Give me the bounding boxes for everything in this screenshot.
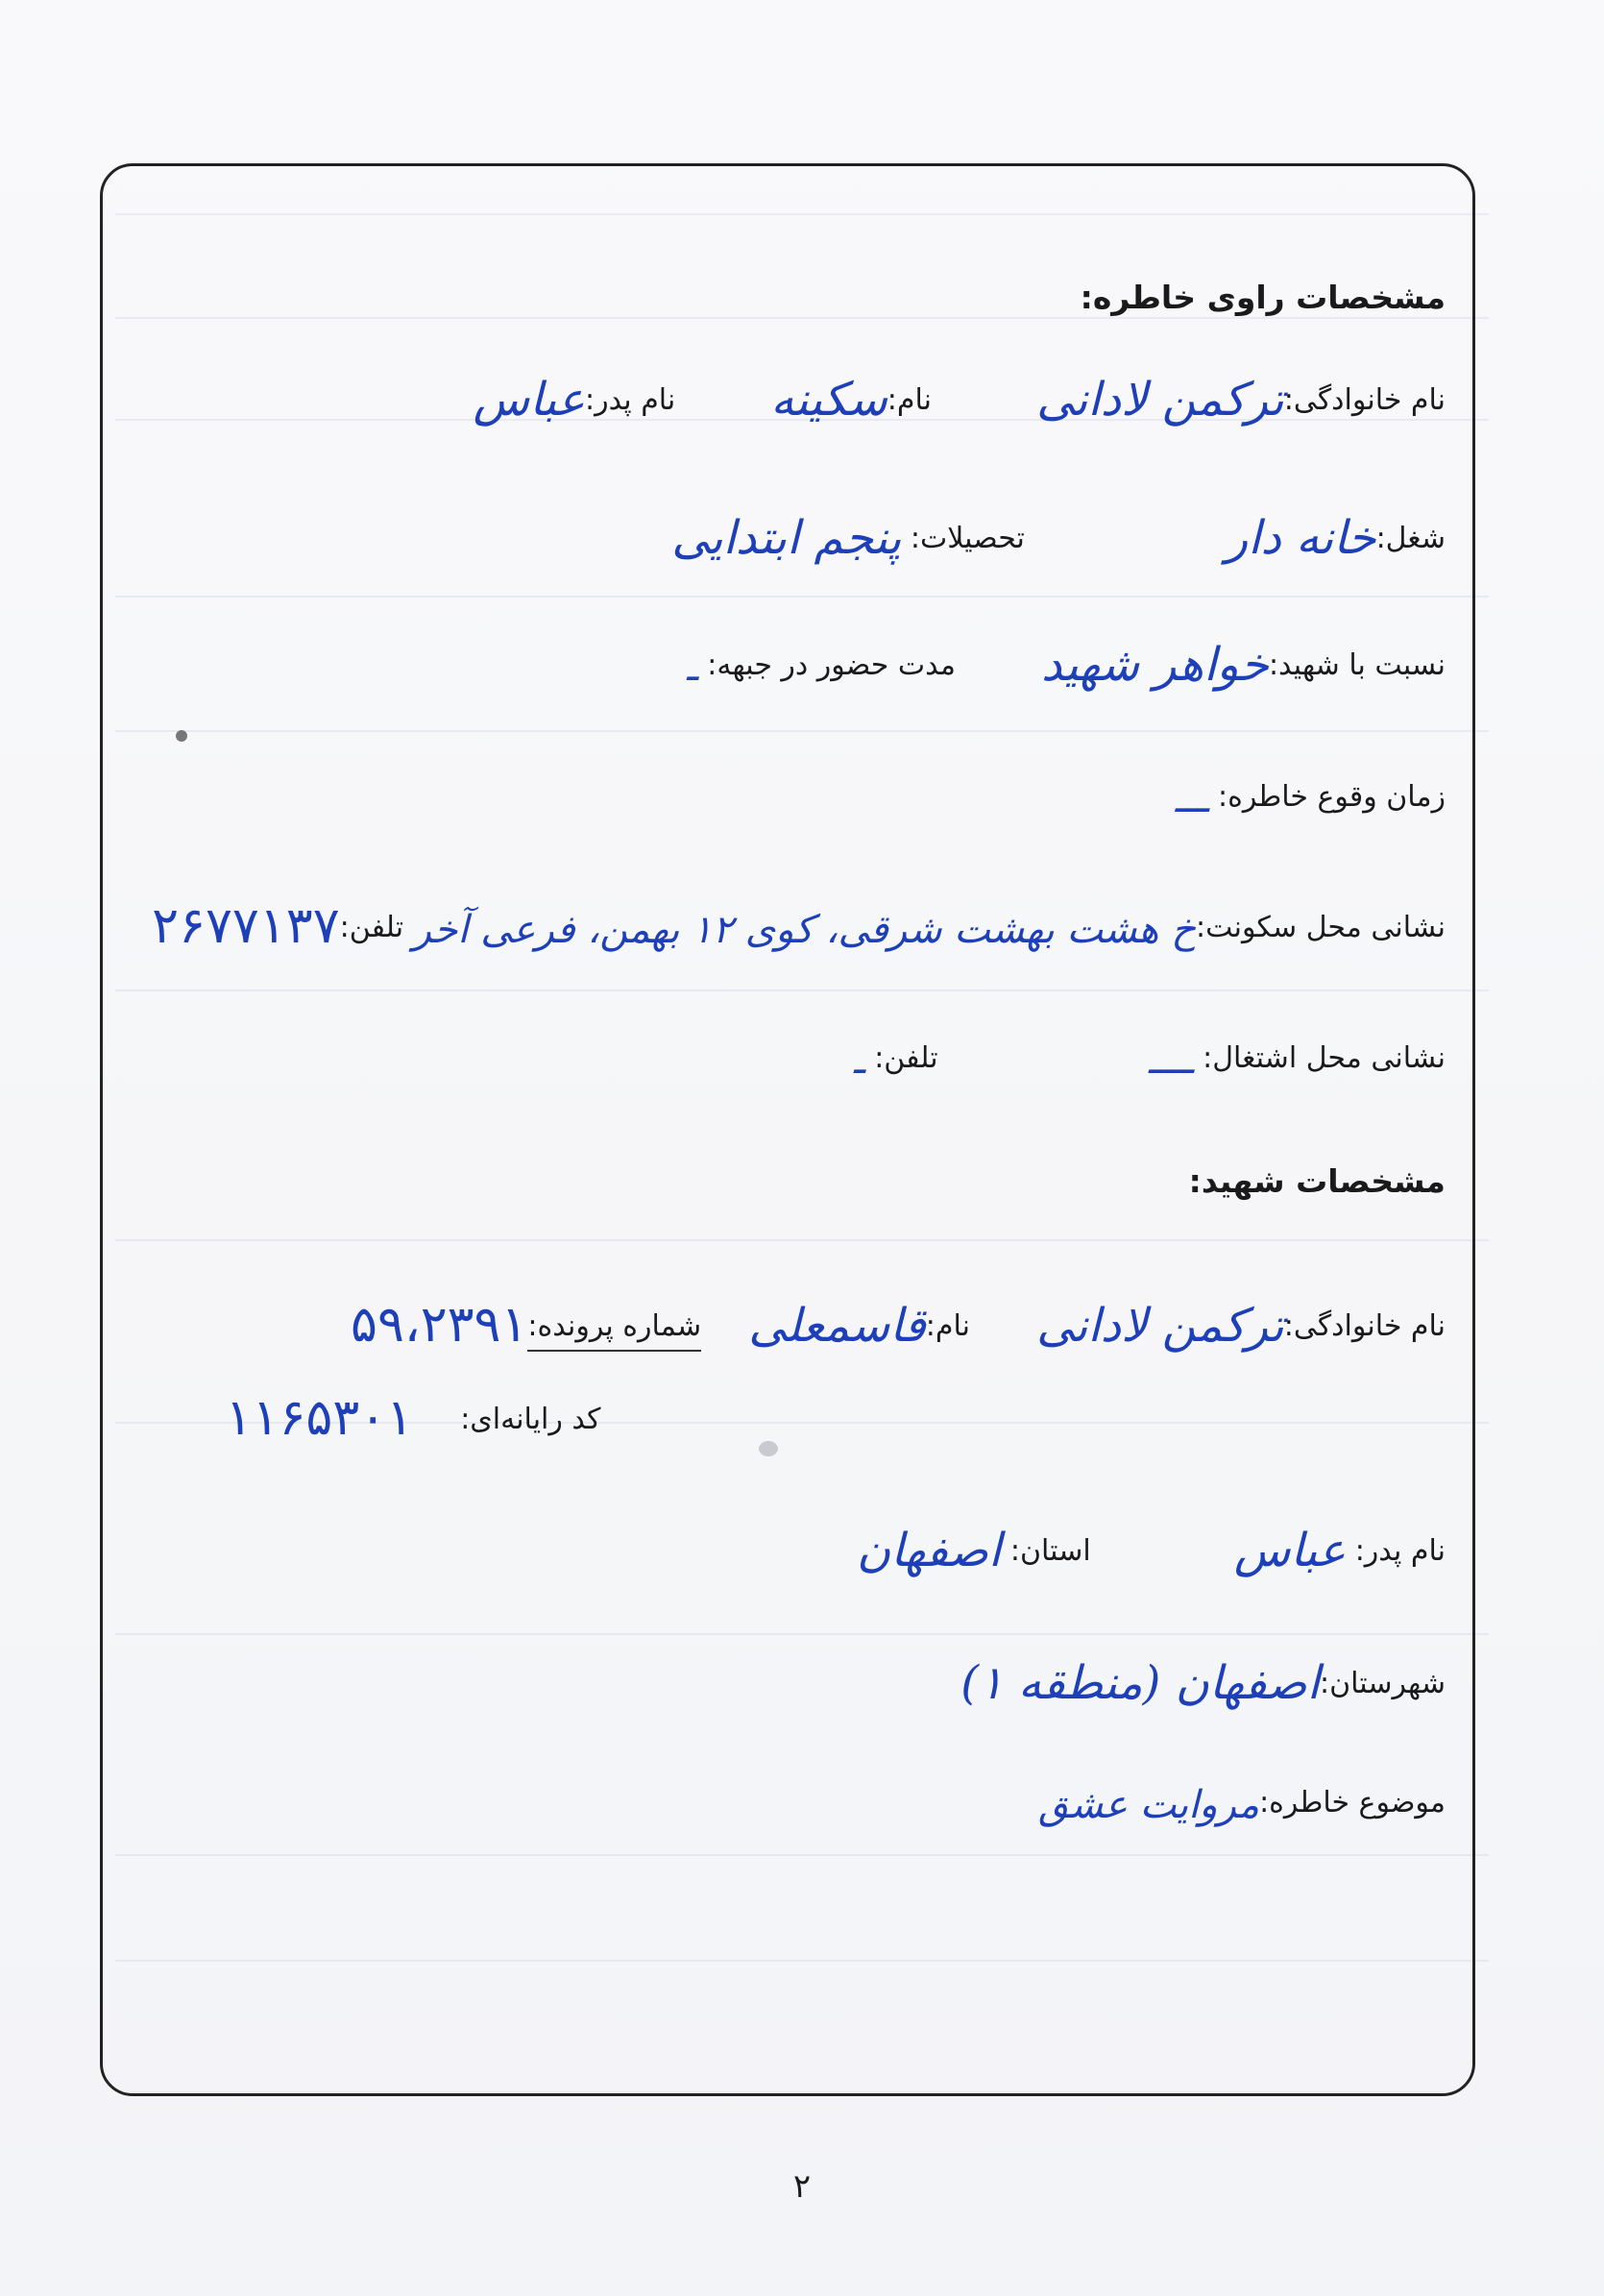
page-number: ۲ [792,2167,812,2206]
narrator-name-row [144,373,1446,427]
name-value: سکینه [770,373,887,427]
martyr-city-row [144,1656,1446,1710]
topic-label: موضوع خاطره: [1259,1786,1446,1820]
martyr-name-value: قاسمعلی [748,1299,926,1353]
home-phone-label: تلفن: [339,911,404,944]
job-value: خانه دار [1226,511,1376,565]
work-phone-value: ـ [853,1038,865,1083]
city-value: اصفهان (منطقه ۱) [960,1656,1320,1710]
city-label: شهرستان: [1320,1667,1446,1700]
front-duration-label: مدت حضور در جبهه: [707,648,956,682]
martyr-father-value: عباس [1233,1524,1347,1577]
narrator-job-row [144,511,1446,565]
home-address-value: خ هشت بهشت شرقی، کوی ۱۲ بهمن، فرعی آخر [412,908,1197,952]
narrator-heading: مشخصات راوی خاطره: [1080,279,1446,316]
home-phone-value: ۲۶۷۷۱۳۷ [152,897,340,955]
work-phone-label: تلفن: [874,1041,938,1075]
relation-label: نسبت با شهید: [1268,648,1446,682]
martyr-heading: مشخصات شهید: [1188,1162,1446,1200]
martyr-family-value: ترکمن لادانی [1036,1299,1284,1353]
father-value: عباس [473,373,585,427]
martyr-family-label: نام خانوادگی: [1283,1309,1446,1343]
martyr-name-label: نام: [925,1309,970,1343]
home-address-label: نشانی محل سکونت: [1196,911,1446,944]
memory-topic-row [144,1782,1446,1828]
computer-code-label: کد رایانه‌ای: [460,1403,601,1436]
work-address-label: نشانی محل اشتغال: [1203,1041,1446,1075]
computer-code-value: ۱۱۶۵۳۰۱ [225,1389,414,1447]
education-value: پنجم ابتدایی [671,511,902,565]
topic-value: مروایت عشق [1038,1783,1260,1827]
father-label: نام پدر: [584,383,676,417]
narrator-home-address-row [106,897,1446,955]
martyr-father-row [144,1524,1446,1577]
martyr-father-label: نام پدر: [1354,1534,1446,1568]
province-label: استان: [1009,1534,1091,1568]
job-label: شغل: [1375,522,1446,555]
family-value: ترکمن لادانی [1036,373,1284,427]
martyr-name-row [106,1296,1446,1354]
front-duration-value: ـ [687,646,698,690]
province-value: اصفهان [856,1524,1002,1577]
family-label: نام خانوادگی: [1283,383,1446,417]
work-address-value: ــــ [1148,1038,1194,1083]
memory-time-value: ـــ [1175,777,1209,821]
narrator-relation-row [144,638,1446,692]
education-label: تحصیلات: [910,522,1025,555]
martyr-code-row [106,1389,1446,1447]
file-number-value: ۵۹،۲۳۹۱ [351,1296,528,1354]
file-number-label: شماره پرونده: [527,1307,701,1352]
memory-time-label: زمان وقوع خاطره: [1218,780,1446,814]
name-label: نام: [887,383,932,417]
narrator-work-row [144,1038,1446,1084]
relation-value: خواهر شهید [1041,638,1269,692]
narrator-memory-time-row [144,776,1446,822]
